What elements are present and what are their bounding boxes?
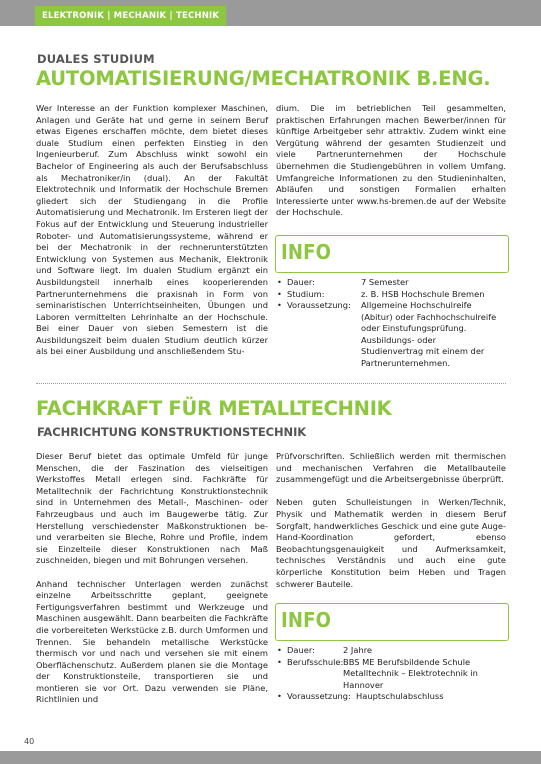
article2-info-box xyxy=(275,603,509,641)
info-value: BBS ME Berufsbildende Schule Metalltechnik – Elektrotechnik in Hannover xyxy=(343,656,478,690)
article1-info-box xyxy=(275,235,509,273)
info-key: Studium: xyxy=(287,288,325,299)
bullet-icon: • xyxy=(277,300,282,310)
info-item xyxy=(277,691,497,703)
info-value: Allgemeine Hochschulreife (Abitur) oder Fachhochschulreife oder Einstufungsprüfung. Ausbildungs- oder Studienvertrag mit einem der Partnerunternehmen. xyxy=(361,300,497,368)
info-item xyxy=(277,277,497,289)
article2-info-title: INFO xyxy=(281,608,332,632)
info-key: Berufsschule: xyxy=(287,656,344,667)
article1-info-list xyxy=(277,277,497,369)
article2-column-1 xyxy=(36,451,268,706)
info-value: 7 Semester xyxy=(361,277,409,287)
info-value: z. B. HSB Hochschule Bremen xyxy=(361,288,485,299)
info-value: 2 Jahre xyxy=(343,645,373,655)
article2-paragraph-4: Neben guten Schulleistungen in Werken/Technik, Physik und Mathematik werden in diesem Beruf Sorgfalt, handwerkliches Geschick und eine gute Auge-Hand-Koordination gefordert, ebenso Beobachtungsgenauigkeit und Aufmerksamkeit, technisches Verständnis und auch eine gute körperliche Konstitution beim Heben und Tragen schwerer Bauteile. xyxy=(276,497,506,589)
info-key: Dauer: xyxy=(287,645,315,655)
article2-info-list xyxy=(277,645,497,703)
article2-column-2 xyxy=(276,451,506,590)
bullet-icon: • xyxy=(277,645,282,655)
info-item xyxy=(277,657,497,692)
bullet-icon: • xyxy=(277,691,282,701)
bullet-icon: • xyxy=(277,288,282,299)
page-number: 40 xyxy=(24,737,35,746)
info-item xyxy=(277,300,497,369)
article1-column-2 xyxy=(276,103,506,219)
article1-text-col2: dium. Die im betrieblichen Teil gesammelten, praktischen Erfahrungen machen Bewerber/innen für künftige Arbeitgeber sehr attraktiv. Zudem winkt eine Vergütung während der gesamten Studienzeit und viele Partnerunternehmen der Hochschule übernehmen die Studiengebühren in vollem Umfang. Umfangreiche Informationen zu den Studieninhalten, Abläufen und sonstigen Formalien erhalten Interessierte unter www.hs-bremen.de auf der Website der Hochschule. xyxy=(276,103,506,218)
article1-title: AUTOMATISIERUNG/MECHATRONIK B.ENG. xyxy=(36,67,491,90)
info-key: Voraussetzung: xyxy=(287,300,351,310)
bottom-bar xyxy=(0,751,541,764)
article1-column-1 xyxy=(36,103,268,358)
section-divider xyxy=(36,383,506,384)
article2-paragraph-1: Dieser Beruf bietet das optimale Umfeld für junge Menschen, die der Faszination des vielseitigen Werkstoffes Metall erlegen sind. Fachkräfte für Metalltechnik der Fachrichtung Konstruktionstechnik sind in Unternehmen des Metall-, Maschinen- oder Fahrzeugbaus und auch im Baugewerbe tätig. Zur Herstellung verschiedenster Maßkonstruktionen be- und verarbeiten sie Bleche, Rohre und Profile, indem sie Einzelteile dieser Konstruktionen nach Maß zuschneiden, biegen und mit Bohrungen versehen. xyxy=(36,451,268,566)
article2-subtitle: FACHRICHTUNG KONSTRUKTIONSTECHNIK xyxy=(37,425,307,439)
info-value: Hauptschulabschluss xyxy=(356,691,444,701)
article2-title: FACHKRAFT FÜR METALLTECHNIK xyxy=(36,397,392,420)
article1-kicker: DUALES STUDIUM xyxy=(37,52,155,66)
info-item xyxy=(277,289,497,301)
bullet-icon: • xyxy=(277,277,282,287)
category-tag: ELEKTRONIK | MECHANIK | TECHNIK xyxy=(35,6,226,26)
info-item xyxy=(277,645,497,657)
article2-paragraph-3: Prüfvorschriften. Schließlich werden mit thermischen und mechanischen Verfahren die Metallbauteile zusammengefügt und die Arbeitsergebnisse überprüft. xyxy=(276,451,506,485)
article1-info-title: INFO xyxy=(281,240,332,264)
info-key: Voraussetzung: xyxy=(287,691,351,701)
info-key: Dauer: xyxy=(287,277,315,287)
bullet-icon: • xyxy=(277,656,282,667)
article1-text-col1: Wer Interesse an der Funktion komplexer Maschinen, Anlagen und Geräte hat und gerne in seinem Beruf etwas Eigenes erschaffen möchte, dem bietet dieses duale Studium einen perfekten Einstieg in den Ingenieurberuf. Zum Abschluss winkt sowohl ein Bachelor of Engineering als auch der Berufsabschluss als Mechatroniker/in (dual). An der Fakultät Elektrotechnik und Informatik der Hochschule Bremen gliedert sich der Studiengang in die Profile Automatisierung und Mechatronik. Im Ersteren liegt der Fokus auf der Entwicklung und Steuerung industrieller Roboter- und Automatisierungssysteme, während er bei der Mechatronik in der rechnerunterstützten Entwicklung von Systemen aus Mechanik, Elektronik und Software liegt. Im dualen Studium ergänzt ein Ausbildungsteil innerhalb eines kooperierenden Partnerunternehmens die praxisnah in Form von seminaristischen Unterrichtseinheiten, Übungen und Laboren vermittelten Lehrinhalte an der Hochschule. Bei einer Dauer von sieben Semestern ist die Ausbildungszeit beim dualen Studium deutlich kürzer als bei einer Ausbildung und anschließendem Stu- xyxy=(36,103,268,357)
article2-paragraph-2: Anhand technischer Unterlagen werden zunächst einzelne Arbeitsschritte geplant, geeignete Fertigungsverfahren bestimmt und Werkzeuge und Maschinen ausgewählt. Dann bearbeiten die Fachkräfte die vorbereiteten Werkstücke z.B. durch Umformen und Trennen. Sie behandeln metallische Werkstücke thermisch vor und nach und versehen sie mit einem Oberflächenschutz. Außerdem planen sie die Montage der Konstruktionsteile, transportieren sie und montieren sie vor Ort. Dazu verwenden sie Pläne, Richtlinien und xyxy=(36,578,268,705)
